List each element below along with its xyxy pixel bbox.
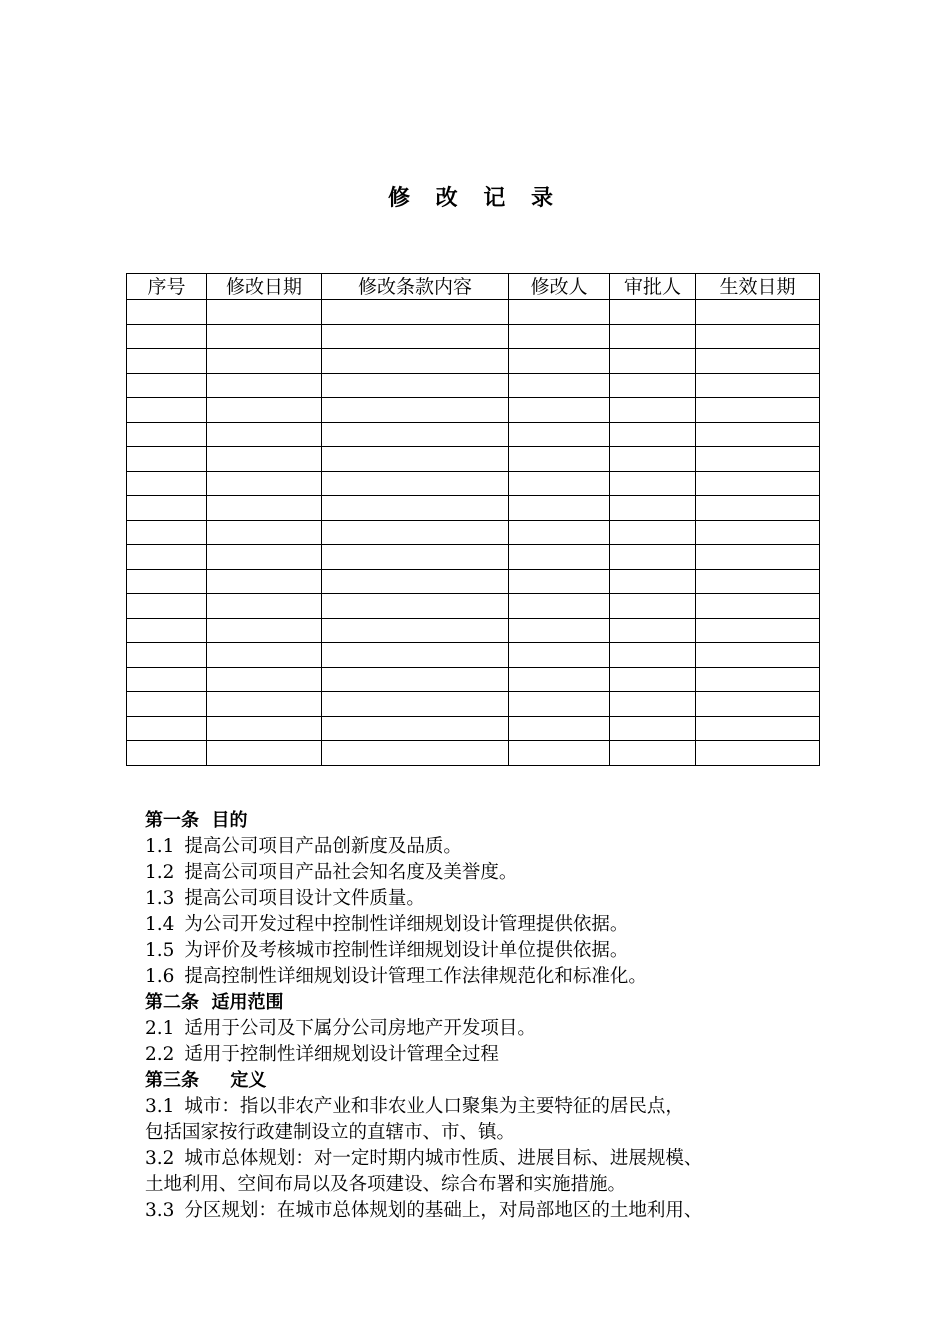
header-revision-date: 修改日期 (207, 274, 322, 300)
table-cell (696, 618, 820, 643)
table-cell (127, 545, 207, 570)
table-cell (696, 471, 820, 496)
document-body (145, 808, 825, 1224)
table-cell (207, 667, 322, 692)
table-cell (322, 667, 509, 692)
clause-item: 3.3 分区规划：在城市总体规划的基础上，对局部地区的土地利用、 (145, 1200, 703, 1221)
table-body (127, 300, 820, 766)
table-cell (610, 643, 696, 668)
table-cell (509, 447, 610, 472)
table-cell (610, 594, 696, 619)
table-cell (207, 569, 322, 594)
table-cell (509, 618, 610, 643)
table-row (127, 300, 820, 325)
table-cell (207, 692, 322, 717)
table-cell (509, 496, 610, 521)
table-cell (610, 422, 696, 447)
table-cell (322, 300, 509, 325)
table-header-row (127, 274, 820, 300)
table-cell (322, 520, 509, 545)
table-cell (696, 300, 820, 325)
table-cell (696, 373, 820, 398)
table-cell (127, 324, 207, 349)
table-cell (509, 741, 610, 766)
table-cell (127, 471, 207, 496)
table-cell (610, 618, 696, 643)
table-cell (207, 520, 322, 545)
table-cell (207, 594, 322, 619)
table-row (127, 569, 820, 594)
clause-item: 1.1 提高公司项目产品创新度及品质。 (145, 836, 462, 857)
table-cell (696, 569, 820, 594)
table-cell (127, 716, 207, 741)
table-row (127, 520, 820, 545)
table-cell (509, 422, 610, 447)
table-cell (610, 545, 696, 570)
table-cell (696, 496, 820, 521)
table-cell (696, 594, 820, 619)
table-cell (127, 300, 207, 325)
table-cell (127, 741, 207, 766)
table-cell (509, 471, 610, 496)
section-heading: 第一条 目的 (145, 810, 248, 831)
table-cell (610, 716, 696, 741)
clause-item-continuation: 土地利用、空间布局以及各项建设、综合布署和实施措施。 (145, 1174, 627, 1195)
table-cell (127, 349, 207, 374)
table-cell (322, 545, 509, 570)
table-cell (610, 349, 696, 374)
table-cell (207, 716, 322, 741)
section-heading: 第三条 定义 (145, 1070, 267, 1091)
header-revision-content: 修改条款内容 (322, 274, 509, 300)
table-cell (322, 741, 509, 766)
header-effective-date: 生效日期 (696, 274, 820, 300)
table-cell (509, 569, 610, 594)
table-cell (207, 300, 322, 325)
table-cell (207, 349, 322, 374)
clause-item: 3.2 城市总体规划：对一定时期内城市性质、进展目标、进展规模、 (145, 1148, 703, 1169)
table-row (127, 496, 820, 521)
table-cell (207, 447, 322, 472)
table-cell (509, 594, 610, 619)
clause-item: 1.2 提高公司项目产品社会知名度及美誉度。 (145, 862, 518, 883)
table-cell (610, 667, 696, 692)
table-cell (322, 594, 509, 619)
table-row (127, 545, 820, 570)
table-cell (509, 373, 610, 398)
table-cell (207, 471, 322, 496)
table-cell (610, 496, 696, 521)
table-cell (610, 398, 696, 423)
table-row (127, 398, 820, 423)
table-cell (127, 692, 207, 717)
table-row (127, 594, 820, 619)
clause-item: 1.5 为评价及考核城市控制性详细规划设计单位提供依据。 (145, 940, 629, 961)
table-cell (322, 373, 509, 398)
table-cell (610, 741, 696, 766)
table-cell (207, 324, 322, 349)
table-cell (207, 618, 322, 643)
table-cell (207, 496, 322, 521)
table-cell (696, 422, 820, 447)
table-cell (127, 496, 207, 521)
table-cell (207, 373, 322, 398)
table-cell (127, 520, 207, 545)
table-cell (207, 643, 322, 668)
clause-item: 1.6 提高控制性详细规划设计管理工作法律规范化和标准化。 (145, 966, 647, 987)
table-cell (322, 496, 509, 521)
table-cell (610, 373, 696, 398)
table-cell (696, 716, 820, 741)
table-cell (610, 569, 696, 594)
table-row (127, 716, 820, 741)
table-cell (127, 373, 207, 398)
table-row (127, 618, 820, 643)
table-cell (696, 667, 820, 692)
table-cell (322, 324, 509, 349)
table-row (127, 422, 820, 447)
table-cell (322, 643, 509, 668)
clause-item: 2.1 适用于公司及下属分公司房地产开发项目。 (145, 1018, 536, 1039)
table-cell (696, 545, 820, 570)
table-row (127, 643, 820, 668)
table-cell (322, 447, 509, 472)
table-cell (127, 569, 207, 594)
table-row (127, 324, 820, 349)
clause-item: 1.4 为公司开发过程中控制性详细规划设计管理提供依据。 (145, 914, 629, 935)
header-serial-number: 序号 (127, 274, 207, 300)
table-cell (509, 643, 610, 668)
table-cell (509, 324, 610, 349)
table-cell (509, 667, 610, 692)
table-row (127, 349, 820, 374)
table-cell (509, 716, 610, 741)
table-cell (696, 349, 820, 374)
table-cell (696, 643, 820, 668)
table-cell (610, 692, 696, 717)
table-cell (322, 716, 509, 741)
table-cell (509, 349, 610, 374)
table-row (127, 667, 820, 692)
table-cell (610, 471, 696, 496)
header-approved-by: 审批人 (610, 274, 696, 300)
clause-item-continuation: 包括国家按行政建制设立的直辖市、市、镇。 (145, 1122, 516, 1143)
table-cell (509, 520, 610, 545)
table-row (127, 692, 820, 717)
table-cell (322, 692, 509, 717)
revision-record-table (126, 273, 820, 766)
table-cell (127, 398, 207, 423)
section-heading: 第二条 适用范围 (145, 992, 284, 1013)
table-cell (509, 398, 610, 423)
table-row (127, 471, 820, 496)
table-cell (127, 594, 207, 619)
clause-item: 1.3 提高公司项目设计文件质量。 (145, 888, 425, 909)
table-cell (127, 643, 207, 668)
table-cell (696, 447, 820, 472)
table-cell (127, 447, 207, 472)
table-cell (509, 300, 610, 325)
table-cell (207, 741, 322, 766)
table-cell (127, 618, 207, 643)
table-cell (610, 324, 696, 349)
table-cell (322, 422, 509, 447)
table-cell (610, 447, 696, 472)
table-cell (127, 667, 207, 692)
table-row (127, 447, 820, 472)
table-cell (509, 692, 610, 717)
table-cell (207, 545, 322, 570)
page-title: 修 改 记 录 (388, 186, 562, 211)
table-cell (322, 618, 509, 643)
table-cell (207, 398, 322, 423)
table-cell (207, 422, 322, 447)
table-cell (322, 349, 509, 374)
clause-item: 3.1 城市：指以非农产业和非农业人口聚集为主要特征的居民点， (145, 1096, 684, 1117)
clause-item: 2.2 适用于控制性详细规划设计管理全过程 (145, 1044, 499, 1065)
table-cell (322, 398, 509, 423)
table-row (127, 741, 820, 766)
table-cell (696, 398, 820, 423)
header-revised-by: 修改人 (509, 274, 610, 300)
table-cell (696, 324, 820, 349)
table-cell (696, 520, 820, 545)
table-row (127, 373, 820, 398)
table-cell (509, 545, 610, 570)
table-cell (322, 471, 509, 496)
table-cell (696, 692, 820, 717)
table-cell (610, 520, 696, 545)
table-cell (610, 300, 696, 325)
table-cell (696, 741, 820, 766)
table-cell (127, 422, 207, 447)
table-cell (322, 569, 509, 594)
